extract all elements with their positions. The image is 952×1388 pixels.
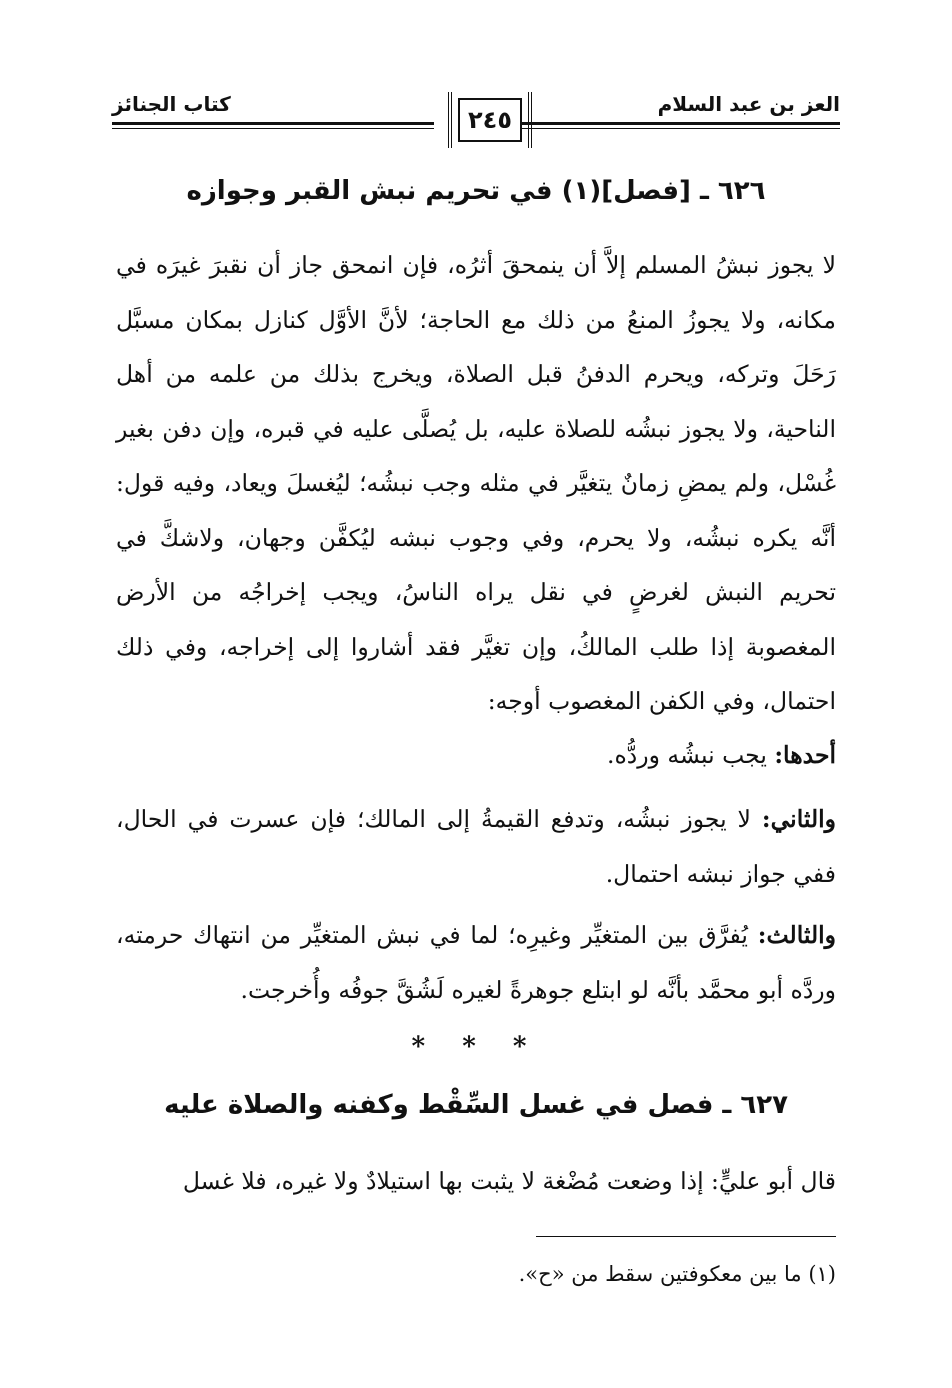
header-rule <box>522 122 840 125</box>
section-heading: ٦٢٧ ـ فصل في غسل السِّقْط وكفنه والصلاة عليه <box>164 1090 788 1120</box>
list-item <box>116 908 836 1017</box>
list-item <box>116 792 836 901</box>
item-lead: والثاني: <box>761 805 836 833</box>
item-lead: أحدها: <box>774 741 836 769</box>
header-rule <box>112 122 434 125</box>
page-number-frame <box>448 92 532 148</box>
running-title-book: كتاب الجنائز <box>112 92 231 116</box>
footnote: (١) ما بين معكوفتين سقط من «ح». <box>518 1262 836 1286</box>
footnote-divider <box>536 1236 836 1237</box>
page-number: ٢٤٥ <box>458 98 522 142</box>
section-heading: ٦٢٦ ـ [فصل](١) في تحريم نبش القبر وجوازه <box>186 176 766 206</box>
item-lead: والثالث: <box>757 921 836 949</box>
section-paragraph: قال أبو عليٍّ: إذا وضعت مُضْغة لا يثبت بها استيلادٌ ولا غيره، فلا غسل <box>182 1167 836 1195</box>
section-separator: * * * <box>411 1032 541 1062</box>
list-item <box>116 728 836 783</box>
header-rule <box>522 128 840 129</box>
running-title-author: العز بن عبد السلام <box>657 92 840 116</box>
item-text: يجب نبشُه وردُّه. <box>607 741 767 769</box>
item-text: يُفرَّق بين المتغيِّر وغيرِه؛ لما في نبش المتغيِّر من انتهاك حرمته، وردَّه أبو محمَّد بأنَّه لو ابتلع جوهرةً لغيره لَشُقَّ جوفُه وأُخرجت. <box>116 921 836 1004</box>
item-text: لا يجوز نبشُه، وتدفع القيمةُ إلى المالك؛ فإن عسرت في الحال، ففي جواز نبشه احتمال. <box>116 805 836 888</box>
section-paragraph: لا يجوز نبشُ المسلم إلاَّ أن ينمحقَ أثرُه، فإن انمحق جاز أن نقبرَ غيرَه في مكانه، ولا يجوزُ المنعُ من ذلك مع الحاجة؛ لأنَّ الأوَّل كنازل بمكان مسبَّل رَحَلَ وتركه، ويحرم الدفنُ قبل الصلاة، ويخرج بذلك من علمه من أهل الناحية، ولا يجوز نبشُه للصلاة عليه، بل يُصلَّى عليه في قبره، وإن دفن بغير غُسْل، ولم يمضِ زمانٌ يتغيَّر في مثله وجب نبشُه؛ ليُغسلَ ويعاد، وفيه قول: أنَّه يكره نبشُه، ولا يحرم، وفي وجوب نبشه ليُكفَّن وجهان، ولاشكَّ في تحريم النبش لغرضٍ في نقل يراه الناسُ، ويجب إخراجُه من الأرض المغصوبة إذا طلب المالكُ، وإن تغيَّر فقد أشاروا إلى إخراجه، وفي ذلك احتمال، وفي الكفن المغصوب أوجه: <box>116 251 836 715</box>
header-rule <box>112 128 434 129</box>
page-header <box>112 88 840 158</box>
